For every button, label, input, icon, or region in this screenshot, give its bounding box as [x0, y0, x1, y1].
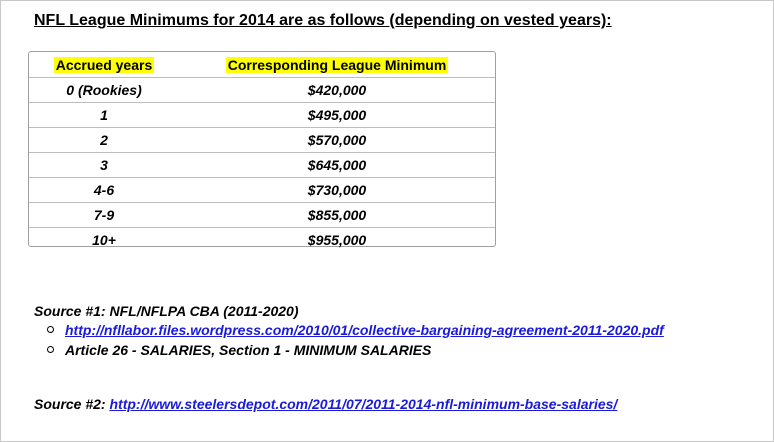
accrued-years-cell: 4-6 — [29, 178, 179, 203]
source-1-label: Source #1: NFL/NFLPA CBA (2011-2020) — [34, 303, 299, 319]
league-minimum-cell: $730,000 — [179, 178, 495, 203]
accrued-years-cell: 3 — [29, 153, 179, 178]
league-minimum-cell: $420,000 — [179, 78, 495, 103]
league-minimums-table-box — [28, 51, 496, 247]
page-title: NFL League Minimums for 2014 are as follows (depending on vested years): — [34, 12, 612, 29]
steelersdepot-link[interactable]: http://www.steelersdepot.com/2011/07/2011-2014-nfl-minimum-base-salaries/ — [109, 396, 618, 412]
table-row — [29, 203, 495, 228]
league-minimum-cell: $955,000 — [179, 228, 495, 252]
table-row — [29, 128, 495, 153]
accrued-years-cell: 1 — [29, 103, 179, 128]
table-row — [29, 103, 495, 128]
source-2-label: Source #2: — [34, 396, 106, 412]
league-minimum-cell: $855,000 — [179, 203, 495, 228]
header-league-minimum — [179, 52, 495, 78]
accrued-years-cell: 7-9 — [29, 203, 179, 228]
bullet-circle-icon — [47, 326, 54, 333]
table-header-row — [29, 52, 495, 78]
table-row — [29, 78, 495, 103]
table-row — [29, 228, 495, 252]
table-row — [29, 178, 495, 203]
header-league-minimum-label: Corresponding League Minimum — [227, 56, 447, 73]
accrued-years-cell: 2 — [29, 128, 179, 153]
source-1-bullet-link — [47, 322, 664, 338]
header-accrued-years — [29, 52, 179, 78]
article-reference: Article 26 - SALARIES, Section 1 - MINIMUM SALARIES — [65, 342, 432, 358]
header-accrued-years-label: Accrued years — [55, 56, 153, 73]
table-row — [29, 153, 495, 178]
source-1-bullet-article — [47, 342, 431, 358]
league-minimum-cell: $645,000 — [179, 153, 495, 178]
league-minimum-cell: $570,000 — [179, 128, 495, 153]
cba-pdf-link[interactable]: http://nfllabor.files.wordpress.com/2010/01/collective-bargaining-agreement-2011-2020.pdf — [65, 322, 664, 338]
bullet-circle-icon — [47, 346, 54, 353]
accrued-years-cell: 10+ — [29, 228, 179, 252]
source-2-line — [34, 396, 617, 412]
league-minimums-table — [29, 52, 495, 251]
accrued-years-cell: 0 (Rookies) — [29, 78, 179, 103]
league-minimum-cell: $495,000 — [179, 103, 495, 128]
